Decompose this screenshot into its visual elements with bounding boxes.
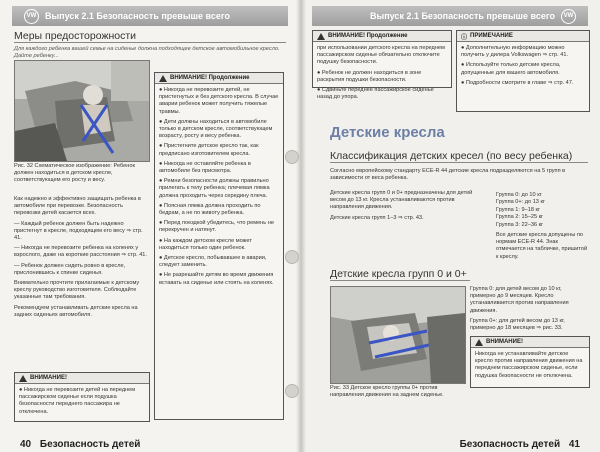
- right-page-number: 41: [568, 439, 580, 450]
- right-footer: [460, 439, 586, 450]
- center-item-1: ● Никогда не перевозите детей, не пристегнутых и без детского кресла. В случае аварии ребенок может получить тяжелые травмы.: [159, 87, 279, 115]
- note-body: [457, 42, 589, 93]
- left-footer: [14, 439, 140, 450]
- left-header-title: Выпуск 2.1 Безопасность превыше всего: [45, 11, 230, 21]
- center-item-4: ● Никогда не оставляйте ребенка в автомобиле без присмотра.: [159, 160, 251, 175]
- left-body-3: — Никогда не перевозите ребенка на коленях у взрослого, даже на короткие расстояния ⇒ стр. 41.: [14, 245, 147, 259]
- photo-caption-right: Рис. 33 Детское кресло группы 0+ против направления движения на заднем сиденье.: [330, 385, 444, 398]
- right-warning-body: Никогда не устанавливайте детское кресло против направления движения на переднем пассажирском сиденье, если подушка безопасности не отключена.: [475, 351, 583, 379]
- infant-seat-photo: [330, 286, 466, 384]
- class-intro: Согласно европейскому стандарту ECE-R 44 детские кресла подразделяются на 5 групп в зависимости от веса ребенка.: [330, 168, 566, 182]
- right-warning-box: [470, 336, 590, 388]
- group-item-1: Группа 0+: до 13 кг: [496, 199, 545, 206]
- right-page: [300, 0, 600, 452]
- center-item-9: ● Детское кресло, побывавшее в аварии, следует заменить.: [159, 255, 267, 269]
- class-text: [330, 190, 480, 225]
- left-warning-body: ● Никогда не перевозите детей на переднем пассажирском сиденье если подушка безопасности переднего пассажира не отключена.: [19, 387, 136, 415]
- section-title: Меры предосторожности: [14, 30, 286, 43]
- class-text-1: Детские кресла групп 0 и 0+ предназначены для детей весом до 13 кг. Кресла устанавливаются против направления движения.: [330, 190, 473, 211]
- note-head: [457, 31, 589, 42]
- center-warning-title: ВНИМАНИЕ! Продолжение: [170, 75, 250, 81]
- right-side-text: [470, 286, 588, 335]
- center-warning-head: [155, 73, 283, 84]
- center-item-8: ● На каждом детском кресле может находиться только один ребенок.: [159, 237, 252, 251]
- group-note: Все детские кресла допущены по нормам ECE-R 44. Знак отмечается на табличке, пришитой к креслу.: [496, 232, 588, 260]
- center-item-7: ● Перед поездкой убедитесь, что ремень не перекручен и натянут.: [159, 220, 274, 234]
- left-header-bar: [12, 6, 288, 26]
- left-body-2: — Каждый ребенок должен быть надежно пристегнут в кресле, подходящем его весу ⇒ стр. 41.: [14, 220, 143, 242]
- center-item-3: ● Пристегните детское кресло так, как предписано изготовителем кресла.: [159, 143, 259, 157]
- warning-triangle-icon: [19, 375, 27, 382]
- center-item-6: ● Поясная лямка должна проходить по бедрам, а не по животу ребенка.: [159, 202, 261, 217]
- left-body-text: [14, 196, 148, 322]
- note-1: ● Дополнительную информацию можно получить у дилера Volkswagen ⇒ стр. 41.: [461, 45, 569, 59]
- note-icon: ⓘ: [461, 34, 468, 41]
- center-warning-body: [155, 84, 283, 293]
- right-footer-text: Безопасность детей: [459, 439, 561, 450]
- class-text-2: Детские кресла групп 1–3 ⇒ стр. 43.: [330, 214, 424, 221]
- right-warning-cont-title: ВНИМАНИЕ! Продолжение: [328, 33, 408, 39]
- left-warning-head: [15, 373, 149, 384]
- center-item-5: ● Ремни безопасности должны правильно прилегать к телу ребенка; плечевая лямка должна проходить через середину плеча.: [159, 178, 270, 199]
- side-text-2: Группа 0+: для детей весом до 13 кг, примерно до 18 месяцев ⇒ рис. 33.: [470, 317, 565, 332]
- groups-0-subtitle: Детские кресла групп 0 и 0+: [330, 268, 470, 281]
- group-item-2: Группа 1: 9–18 кг: [496, 206, 540, 213]
- center-item-10: ● Не разрешайте детям во время движения вставать на сиденье или стоять на коленях.: [159, 272, 274, 286]
- vw-logo-icon: VW: [24, 9, 39, 24]
- intro-text: Для каждого ребенка вашей семье на сиденье должна подходящее детское автомобильное кресло. Дайте ребенку...: [14, 46, 280, 60]
- left-body-6: Рекомендуем устанавливать детские кресла на задних сиденьях автомобиля.: [14, 304, 138, 318]
- page-title: Детские кресла: [330, 124, 445, 141]
- warning-triangle-icon: [475, 339, 483, 346]
- warn-cont-1: при использовании детского кресла на переднем пассажирском сиденье обязательно отключите подушку безопасности.: [317, 45, 445, 66]
- note-2: ● Используйте только детские кресла, допущенные для вашего автомобиля.: [461, 62, 561, 76]
- binder-hole: [285, 150, 299, 164]
- classification-subtitle: Классификация детских кресел (по весу ребенка): [330, 150, 588, 163]
- center-warning-box: [154, 72, 284, 420]
- right-warning-head: [471, 337, 589, 348]
- child-seat-illustration: [15, 61, 149, 161]
- child-seat-photo: [14, 60, 150, 162]
- group-item-0: Группа 0: до 10 кг: [496, 192, 542, 198]
- left-body-5: Внимательно прочтите прилагаемые к детскому креслу руководство изготовителя. Соблюдайте указанные там требования.: [14, 280, 140, 301]
- note-box: [456, 30, 590, 112]
- right-warning-cont-head: [313, 31, 451, 42]
- right-warning-cont-box: [312, 30, 452, 101]
- warn-cont-3: ● Сдвиньте переднее пассажирское сиденье назад до упора.: [317, 87, 434, 101]
- infant-seat-illustration: [331, 287, 465, 383]
- binder-hole: [285, 384, 299, 398]
- left-body-1: Как надежно и эффективно защищать ребенка в автомобиле при перевозке. Безопасность перевозки детей касается всех.: [14, 196, 141, 217]
- right-warning-title: ВНИМАНИЕ!: [486, 339, 523, 345]
- left-warning-title: ВНИМАНИЕ!: [30, 375, 67, 381]
- left-warning-box: [14, 372, 150, 422]
- photo-caption-left: Рис. 32 Схематическое изображение: Ребенок должен находиться в детском кресле, соответствующем его росту и весу.: [14, 163, 135, 183]
- book-gutter: [296, 0, 306, 452]
- note-title: ПРИМЕЧАНИЕ: [470, 33, 513, 39]
- left-page-number: 40: [20, 439, 32, 450]
- right-header-title: Выпуск 2.1 Безопасность превыше всего: [370, 11, 555, 21]
- group-list: [496, 192, 588, 229]
- binder-hole: [285, 250, 299, 264]
- right-header-bar: [312, 6, 588, 26]
- group-item-3: Группа 2: 15–25 кг: [496, 214, 544, 221]
- warning-triangle-icon: [159, 75, 167, 82]
- side-text-1: Группа 0: для детей весом до 10 кг, примерно до 9 месяцев. Кресло устанавливается против направления движения.: [470, 286, 569, 314]
- note-3: ● Подробности смотрите в главе ⇒ стр. 47.: [461, 79, 574, 86]
- warning-triangle-icon: [317, 33, 325, 40]
- vw-logo-icon: VW: [561, 9, 576, 24]
- center-item-2: ● Дети должны находиться в автомобиле только в детском кресле, соответствующем возрасту, росту и весу ребенка.: [159, 118, 273, 140]
- group-item-4: Группа 3: 22–36 кг: [496, 221, 544, 228]
- warn-cont-2: ● Ребенок не должен находиться в зоне раскрытия подушки безопасности.: [317, 69, 422, 83]
- right-warning-cont-body: [313, 42, 451, 107]
- left-footer-text: Безопасность детей: [39, 439, 141, 450]
- left-body-4: — Ребенок должен сидеть ровно в кресле, прислонившись к спинке сиденья.: [14, 262, 126, 276]
